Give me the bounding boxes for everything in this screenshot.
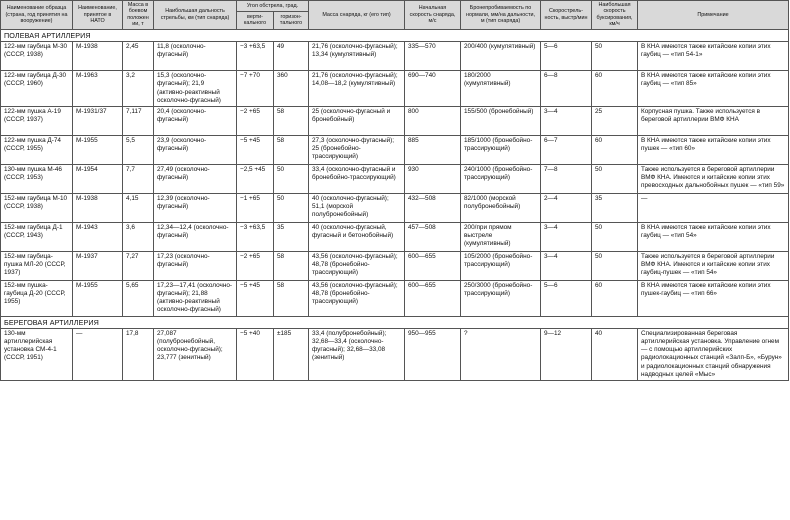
header-mass: Масса в боевом положении, т [123,1,154,30]
cell-horizontal: 58 [274,280,309,316]
cell-tow-speed: 60 [592,135,638,164]
table-row [1,106,789,135]
cell-shell-mass: 40 (осколочно-фугасный); 51,1 (морской полубронебойный) [309,193,405,222]
cell-rate: 6—7 [541,135,592,164]
cell-shell-mass: 25 (осколочно-фугасный и бронебойный) [309,106,405,135]
cell-name: 122-мм гаубица М-30 (СССР, 1938) [1,42,73,71]
cell-horizontal: 50 [274,193,309,222]
cell-penetration: 180/2000 (кумулятивный) [461,71,541,107]
cell-velocity: 950—955 [405,328,461,380]
cell-note: — [638,193,789,222]
cell-shell-mass: 33,4 (осколочно-фугасный и бронебойно-трассирующий) [309,164,405,193]
cell-nato: М-1955 [73,135,123,164]
cell-vertical: −5 +45 [237,135,274,164]
cell-shell-mass: 43,56 (осколочно-фугасный); 48,78 (бронебойно-трассирующий) [309,251,405,280]
header-velocity: Начальная скорость снаряда, м/с [405,1,461,30]
cell-rate: 5—6 [541,42,592,71]
header-shell-mass: Масса снаряда, кг (его тип) [309,1,405,30]
cell-note: Также используется в береговой артиллерии ВМФ КНА. Имеются и китайские копии этих гаубиц-пушек — «тип 54» [638,251,789,280]
header-rate: Скорострель-ность, выстр/мин [541,1,592,30]
cell-vertical: −1 +65 [237,193,274,222]
cell-mass: 7,117 [123,106,154,135]
cell-nato: М-1931/37 [73,106,123,135]
cell-vertical: −5 +45 [237,280,274,316]
cell-horizontal: 49 [274,42,309,71]
cell-tow-speed: 60 [592,280,638,316]
cell-mass: 17,8 [123,328,154,380]
cell-penetration: 200/400 (кумулятивный) [461,42,541,71]
cell-vertical: −3 +63,5 [237,42,274,71]
cell-tow-speed: 35 [592,193,638,222]
cell-name: 130-мм артиллерийская установка СМ-4-1 (СССР, 1951) [1,328,73,380]
cell-range: 12,39 (осколочно-фугасный) [154,193,237,222]
cell-note: Специализированная береговая артиллерийская установка. Управление огнем — с помощью артиллерийских радиолокационных станций «Залп-Б», «Бурун» и радиолокационных станций обнаружения надводных целей «Мыс» [638,328,789,380]
header-note: Примечание [638,1,789,30]
cell-penetration: 185/1000 (бронебойно-трассирующий) [461,135,541,164]
table-row [1,328,789,380]
section-title: ПОЛЕВАЯ АРТИЛЛЕРИЯ [1,29,789,41]
cell-mass: 5,5 [123,135,154,164]
cell-rate: 3—4 [541,106,592,135]
cell-horizontal: 58 [274,135,309,164]
cell-rate: 6—8 [541,71,592,107]
cell-velocity: 432—508 [405,193,461,222]
cell-name: 130-мм пушка М-46 (СССР, 1953) [1,164,73,193]
table-row [1,71,789,107]
table-row [1,222,789,251]
header-angle: Угол обстрела, град. [237,1,309,12]
cell-velocity: 335—570 [405,42,461,71]
cell-tow-speed: 60 [592,71,638,107]
cell-penetration: ? [461,328,541,380]
cell-horizontal: 58 [274,106,309,135]
cell-tow-speed: 50 [592,164,638,193]
cell-tow-speed: 50 [592,222,638,251]
cell-name: 152-мм гаубица М-10 (СССР, 1938) [1,193,73,222]
cell-vertical: −2 +65 [237,106,274,135]
cell-velocity: 800 [405,106,461,135]
cell-rate: 3—4 [541,222,592,251]
section-title: БЕРЕГОВАЯ АРТИЛЛЕРИЯ [1,316,789,328]
table-row [1,135,789,164]
header-name: Наименование образца (страна, год принятия на вооружение) [1,1,73,30]
cell-nato: М-1938 [73,193,123,222]
cell-rate: 5—6 [541,280,592,316]
cell-horizontal: 58 [274,251,309,280]
cell-mass: 3,6 [123,222,154,251]
cell-shell-mass: 27,3 (осколочно-фугасный); 25 (бронебойно-трассирующий) [309,135,405,164]
cell-velocity: 885 [405,135,461,164]
cell-velocity: 600—655 [405,280,461,316]
cell-velocity: 690—740 [405,71,461,107]
cell-note: В КНА имеются также китайские копии этих пушек — «тип 60» [638,135,789,164]
cell-horizontal: 35 [274,222,309,251]
section-row [1,29,789,41]
cell-note: В КНА имеются также китайские копии этих гаубиц — «тип 54-1» [638,42,789,71]
header-tow-speed: Наибольшая скорость буксирования, км/ч [592,1,638,30]
cell-range: 12,34—12,4 (осколочно-фугасный) [154,222,237,251]
cell-mass: 3,2 [123,71,154,107]
cell-penetration: 250/3000 (бронебойно-трассирующий) [461,280,541,316]
cell-shell-mass: 40 (осколочно-фугасный, фугасный и бетонобойный) [309,222,405,251]
cell-nato: М-1943 [73,222,123,251]
cell-range: 27,49 (осколочно-фугасный) [154,164,237,193]
cell-range: 20,4 (осколочно-фугасный) [154,106,237,135]
table-row [1,193,789,222]
header-row [1,1,789,12]
cell-nato: М-1955 [73,280,123,316]
table-row [1,251,789,280]
cell-penetration: 155/500 (бронебойный) [461,106,541,135]
cell-range: 27,087 (полубронебойный, осколочно-фугасный); 23,777 (зенитный) [154,328,237,380]
cell-shell-mass: 21,76 (осколочно-фугасный); 13,34 (кумулятивный) [309,42,405,71]
cell-horizontal: 50 [274,164,309,193]
cell-vertical: −2 +65 [237,251,274,280]
header-range: Наибольшая дальность стрельбы, км (тип снаряда) [154,1,237,30]
table-row [1,280,789,316]
header-vertical: верти-кального [237,11,274,29]
cell-mass: 2,45 [123,42,154,71]
cell-nato: — [73,328,123,380]
cell-vertical: −2,5 +45 [237,164,274,193]
cell-rate: 9—12 [541,328,592,380]
cell-note: В КНА имеются также китайские копии этих гаубиц — «тип 54» [638,222,789,251]
header-penetration: Бронепробиваемость по нормали, мм/на дальности, м (тип снаряда) [461,1,541,30]
cell-nato: М-1954 [73,164,123,193]
cell-horizontal: 360 [274,71,309,107]
cell-name: 122-мм гаубица Д-30 (СССР, 1960) [1,71,73,107]
header-horizontal: горизон-тального [274,11,309,29]
cell-rate: 2—4 [541,193,592,222]
cell-rate: 7—8 [541,164,592,193]
cell-horizontal: ±185 [274,328,309,380]
cell-vertical: −3 +63,5 [237,222,274,251]
cell-range: 11,8 (осколочно-фугасный) [154,42,237,71]
cell-shell-mass: 43,56 (осколочно-фугасный); 48,78 (бронебойно-трассирующий) [309,280,405,316]
cell-rate: 3—4 [541,251,592,280]
cell-note: Также используется в береговой артиллерии ВМФ КНА. Имеются и китайские копии этих превосходных дальнобойных пушек — «тип 59» [638,164,789,193]
cell-tow-speed: 25 [592,106,638,135]
cell-name: 122-мм пушка Д-74 (СССР, 1955) [1,135,73,164]
cell-note: В КНА имеются также китайские копии этих гаубиц — «тип 85» [638,71,789,107]
cell-shell-mass: 21,76 (осколочно-фугасный); 14,08—18,2 (кумулятивный) [309,71,405,107]
cell-nato: М-1963 [73,71,123,107]
cell-tow-speed: 50 [592,42,638,71]
cell-velocity: 457—508 [405,222,461,251]
cell-vertical: −7 +70 [237,71,274,107]
cell-velocity: 930 [405,164,461,193]
cell-mass: 5,65 [123,280,154,316]
cell-name: 152-мм пушка-гаубица Д-20 (СССР, 1955) [1,280,73,316]
cell-velocity: 600—655 [405,251,461,280]
header-nato: Наименование, принятое в НАТО [73,1,123,30]
cell-penetration: 240/1000 (бронебойно-трассирующий) [461,164,541,193]
cell-name: 152-мм гаубица Д-1 (СССР, 1943) [1,222,73,251]
table-row [1,164,789,193]
cell-tow-speed: 50 [592,251,638,280]
cell-nato: М-1938 [73,42,123,71]
cell-range: 17,23 (осколочно-фугасный) [154,251,237,280]
cell-mass: 7,27 [123,251,154,280]
cell-tow-speed: 40 [592,328,638,380]
cell-name: 122-мм пушка А-19 (СССР, 1937) [1,106,73,135]
cell-penetration: 82/1000 (морской полубронебойный) [461,193,541,222]
cell-penetration: 105/2000 (бронебойно-трассирующий) [461,251,541,280]
cell-nato: М-1937 [73,251,123,280]
cell-vertical: −5 +40 [237,328,274,380]
cell-mass: 4,15 [123,193,154,222]
cell-shell-mass: 33,4 (полубронебойный); 32,68—33,4 (осколочно-фугасный); 32,68—33,08 (зенитный) [309,328,405,380]
cell-range: 17,23—17,41 (осколочно-фугасный); 21,88 (активно-реактивный осколочно-фугасный) [154,280,237,316]
cell-penetration: 200/при прямом выстреле (кумулятивный) [461,222,541,251]
cell-note: В КНА имеются также китайские копии этих пушек-гаубиц — «тип 66» [638,280,789,316]
cell-range: 15,3 (осколочно-фугасный); 21,9 (активно-реактивный осколочно-фугасный) [154,71,237,107]
cell-note: Корпусная пушка. Также используется в береговой артиллерии ВМФ КНА [638,106,789,135]
cell-name: 152-мм гаубица-пушка МЛ-20 (СССР, 1937) [1,251,73,280]
table-row [1,42,789,71]
cell-range: 23,9 (осколочно-фугасный) [154,135,237,164]
cell-mass: 7,7 [123,164,154,193]
section-row [1,316,789,328]
